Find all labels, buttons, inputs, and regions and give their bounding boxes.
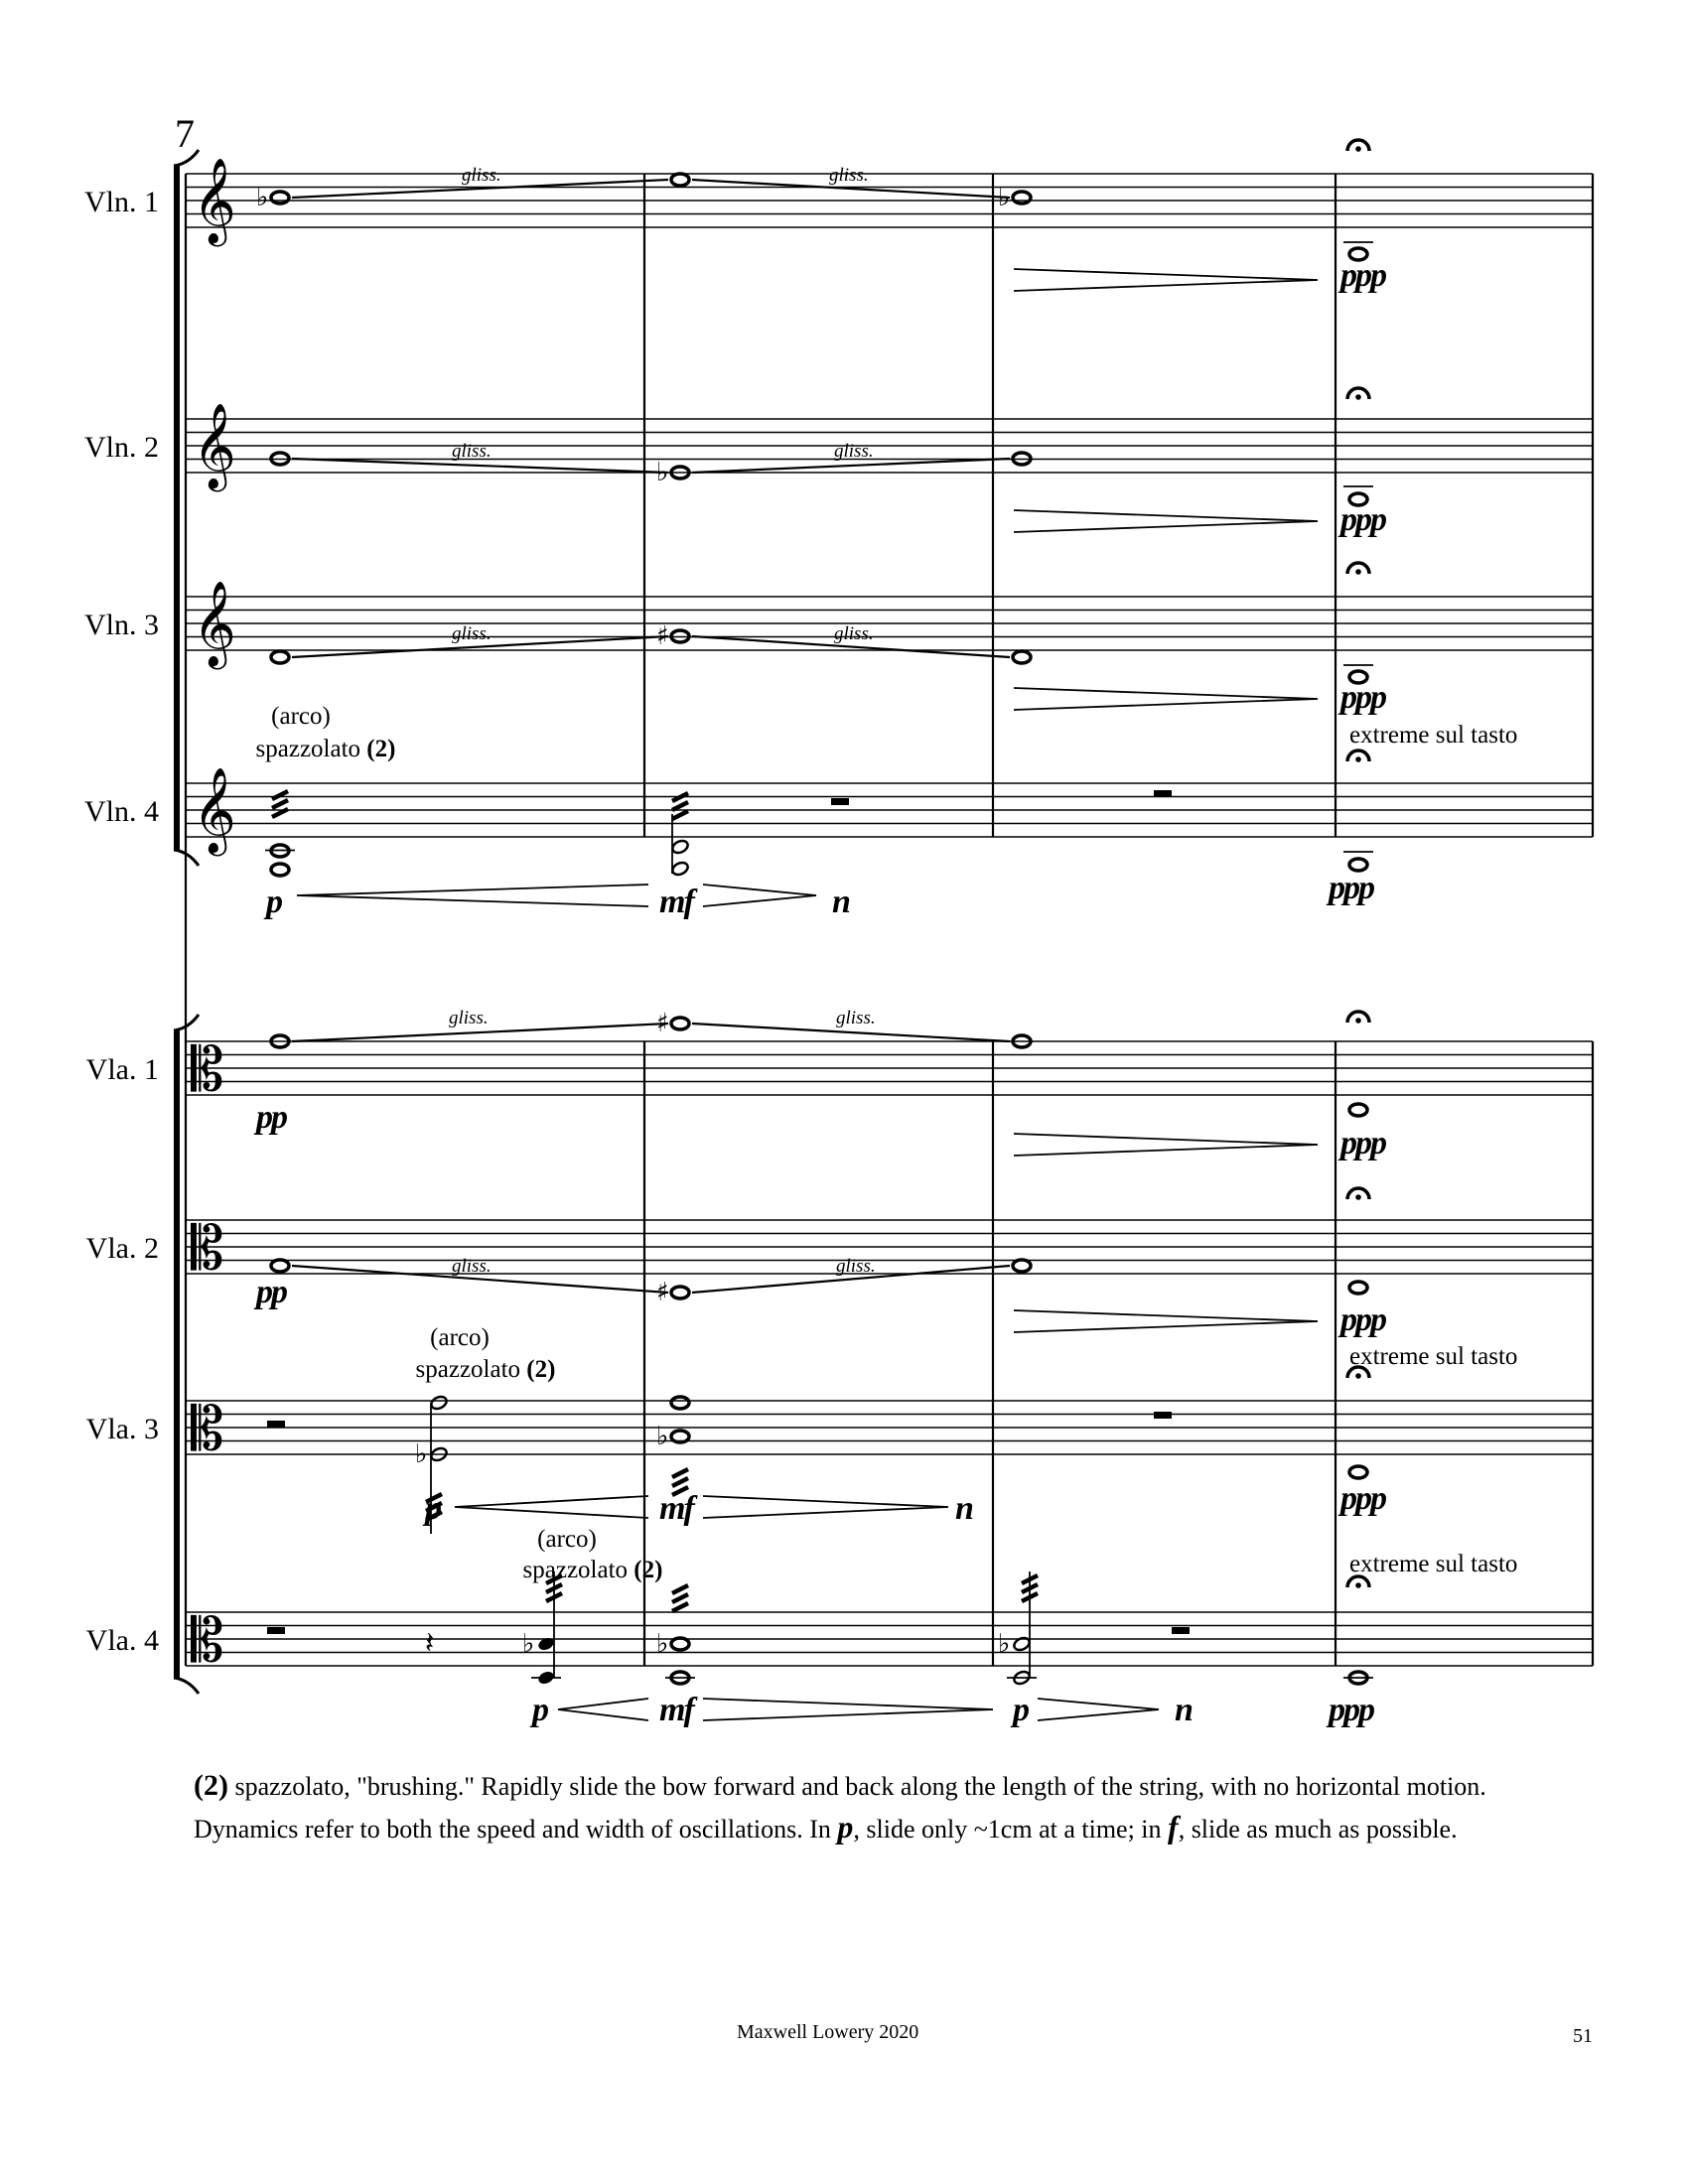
instrument-label-vln2: Vln. 2 bbox=[84, 431, 159, 464]
dynamic-p: p bbox=[532, 1692, 547, 1728]
decrescendo-hairpin bbox=[703, 1496, 948, 1518]
alto-clef-icon: 𝄡 bbox=[191, 1606, 224, 1676]
flat-icon: ♭ bbox=[522, 1629, 535, 1659]
treble-clef-icon: 𝄞 bbox=[193, 158, 236, 243]
footnote-text: , slide as much as possible. bbox=[1178, 1815, 1458, 1843]
sharp-icon: ♯ bbox=[656, 1278, 669, 1307]
decrescendo-hairpin bbox=[703, 885, 816, 906]
decrescendo-hairpin bbox=[1014, 1310, 1318, 1332]
dynamic-p: p bbox=[425, 1490, 440, 1527]
dynamic-ppp: ppp bbox=[1340, 1125, 1385, 1161]
gliss-label: gliss. bbox=[829, 165, 869, 186]
dynamic-p: p bbox=[266, 884, 281, 920]
tremolo-slash bbox=[672, 1478, 688, 1486]
half-note bbox=[1012, 1636, 1031, 1653]
spazzolato-label: spazzolato (2) bbox=[522, 1557, 663, 1583]
whole-note bbox=[671, 1638, 689, 1650]
gliss-label: gliss. bbox=[834, 441, 874, 462]
arco-label: (arco) bbox=[271, 703, 331, 730]
dynamic-ppp: ppp bbox=[1340, 257, 1385, 294]
tremolo-slash bbox=[672, 1469, 688, 1477]
whole-note bbox=[1013, 192, 1031, 204]
dynamic-mf: mf bbox=[659, 884, 693, 920]
footnote-text: spazzolato, "brushing." Rapidly slide the bow forward and back along the length of the string, with no horizontal motion. bbox=[227, 1772, 1486, 1801]
whole-note bbox=[1349, 1466, 1367, 1478]
arco-label: (arco) bbox=[537, 1526, 597, 1553]
dynamic-mf: mf bbox=[659, 1490, 693, 1527]
whole-note bbox=[271, 1260, 289, 1272]
flat-icon: ♭ bbox=[998, 183, 1011, 212]
half-note bbox=[670, 839, 689, 856]
decrescendo-hairpin bbox=[1014, 269, 1318, 291]
whole-note bbox=[671, 174, 689, 186]
dynamic-ppp: ppp bbox=[1329, 870, 1373, 906]
gliss-label: gliss. bbox=[452, 1256, 492, 1277]
extreme-sul-tasto-label: extreme sul tasto bbox=[1349, 1343, 1518, 1370]
dynamic-pp: pp bbox=[256, 1274, 286, 1310]
tremolo-slash bbox=[672, 811, 688, 819]
dynamic-pp: pp bbox=[256, 1099, 286, 1136]
dynamic-ppp: ppp bbox=[1340, 679, 1385, 716]
dynamic-ppp: ppp bbox=[1340, 501, 1385, 538]
flat-icon: ♭ bbox=[256, 183, 269, 212]
whole-note bbox=[1013, 651, 1031, 663]
footnote-marker: (2) bbox=[194, 1769, 228, 1802]
footnote-dynamic-f: f bbox=[1168, 1809, 1179, 1844]
whole-note bbox=[671, 1397, 689, 1409]
alto-clef-icon: 𝄡 bbox=[191, 1395, 224, 1464]
footnote-dynamic-p: p bbox=[837, 1809, 854, 1844]
decrescendo-hairpin bbox=[1014, 688, 1318, 710]
fermata-dot bbox=[1355, 1373, 1361, 1379]
whole-note bbox=[671, 1287, 689, 1298]
dynamic-ppp: ppp bbox=[1329, 1692, 1373, 1728]
decrescendo-hairpin bbox=[1014, 510, 1318, 532]
whole-note bbox=[1013, 1260, 1031, 1272]
fermata-dot bbox=[1355, 394, 1361, 400]
staves bbox=[174, 150, 1593, 1694]
treble-clef-icon: 𝄞 bbox=[193, 581, 236, 666]
flat-icon: ♭ bbox=[656, 1422, 669, 1451]
instrument-label-vla1: Vla. 1 bbox=[85, 1053, 159, 1086]
crescendo-hairpin bbox=[558, 1699, 648, 1720]
decrescendo-hairpin bbox=[1014, 1134, 1318, 1156]
fermata-dot bbox=[1355, 756, 1361, 762]
decrescendo-hairpin bbox=[703, 1699, 993, 1720]
footnote-text: Dynamics refer to both the speed and width of oscillations. In bbox=[194, 1815, 838, 1843]
notation-marks bbox=[256, 140, 1373, 1720]
treble-clef-icon: 𝄞 bbox=[193, 767, 236, 853]
instrument-label-vln4: Vln. 4 bbox=[84, 795, 159, 828]
gliss-label: gliss. bbox=[462, 165, 501, 186]
dynamic-niente: n bbox=[1175, 1692, 1192, 1728]
half-note bbox=[670, 861, 689, 878]
dynamic-mf: mf bbox=[659, 1692, 693, 1728]
half-rest bbox=[267, 1627, 285, 1634]
fermata-dot bbox=[1355, 1194, 1361, 1200]
spazzolato-label: spazzolato (2) bbox=[255, 736, 396, 762]
quarter-rest-icon: 𝄽 bbox=[425, 1626, 435, 1661]
gliss-label: gliss. bbox=[836, 1008, 876, 1028]
page-number: 51 bbox=[1573, 2025, 1593, 2047]
instrument-label-vln3: Vln. 3 bbox=[84, 609, 159, 641]
flat-icon: ♭ bbox=[998, 1629, 1011, 1659]
instrument-label-vln1: Vln. 1 bbox=[84, 186, 159, 218]
flat-icon: ♭ bbox=[415, 1439, 428, 1469]
dynamic-p: p bbox=[1013, 1692, 1028, 1728]
tremolo-slash bbox=[672, 1594, 688, 1602]
gliss-label: gliss. bbox=[449, 1008, 489, 1028]
tremolo-slash bbox=[272, 800, 288, 808]
alto-clef-icon: 𝄡 bbox=[191, 1035, 224, 1105]
extreme-sul-tasto-label: extreme sul tasto bbox=[1349, 722, 1518, 749]
decrescendo-hairpin bbox=[1038, 1699, 1159, 1720]
arco-label: (arco) bbox=[430, 1324, 490, 1351]
gliss-label: gliss. bbox=[836, 1256, 876, 1277]
whole-note bbox=[271, 864, 289, 876]
sharp-icon: ♯ bbox=[656, 1009, 669, 1038]
dynamic-ppp: ppp bbox=[1340, 1480, 1385, 1517]
crescendo-hairpin bbox=[455, 1496, 648, 1518]
whole-note bbox=[671, 1018, 689, 1029]
fermata-dot bbox=[1355, 569, 1361, 575]
extreme-sul-tasto-label: extreme sul tasto bbox=[1349, 1551, 1518, 1577]
whole-rest bbox=[1154, 1412, 1172, 1419]
spazzolato-label: spazzolato (2) bbox=[415, 1356, 556, 1383]
whole-rest bbox=[1154, 790, 1172, 797]
quarter-note bbox=[536, 1636, 555, 1653]
alto-clef-icon: 𝄡 bbox=[191, 1214, 224, 1284]
half-rest bbox=[1172, 1627, 1190, 1634]
whole-note bbox=[1349, 1104, 1367, 1116]
flat-icon: ♭ bbox=[656, 458, 669, 487]
dynamic-niente: n bbox=[955, 1490, 972, 1527]
treble-clef-icon: 𝄞 bbox=[193, 403, 236, 488]
footnote-text: , slide only ~1cm at a time; in bbox=[853, 1815, 1169, 1843]
half-note bbox=[429, 1395, 448, 1412]
half-rest bbox=[267, 1421, 285, 1428]
fermata-dot bbox=[1355, 1018, 1361, 1024]
fermata-dot bbox=[1355, 146, 1361, 152]
crescendo-hairpin bbox=[297, 885, 648, 906]
instrument-label-vla3: Vla. 3 bbox=[85, 1413, 159, 1445]
tremolo-slash bbox=[672, 802, 688, 810]
footer-composer: Maxwell Lowery 2020 bbox=[737, 2021, 919, 2043]
tremolo-slash bbox=[272, 791, 288, 799]
measure-number: 7 bbox=[175, 111, 195, 156]
fermata-dot bbox=[1355, 1582, 1361, 1588]
sharp-icon: ♯ bbox=[656, 621, 669, 651]
whole-note bbox=[271, 192, 289, 204]
tremolo-slash bbox=[672, 1603, 688, 1611]
dynamic-niente: n bbox=[832, 884, 849, 920]
instrument-label-vla2: Vla. 2 bbox=[85, 1232, 159, 1265]
instrument-label-vla4: Vla. 4 bbox=[85, 1624, 159, 1657]
tremolo-slash bbox=[672, 1585, 688, 1593]
flat-icon: ♭ bbox=[656, 1629, 669, 1659]
bracket-hook bbox=[174, 1678, 199, 1694]
footnote-line-2 bbox=[194, 1809, 1458, 1845]
gliss-label: gliss. bbox=[452, 623, 492, 644]
half-rest bbox=[831, 798, 849, 805]
gliss-label: gliss. bbox=[452, 441, 492, 462]
dynamic-ppp: ppp bbox=[1340, 1301, 1385, 1338]
whole-note bbox=[1349, 1282, 1367, 1294]
gliss-label: gliss. bbox=[834, 623, 874, 644]
whole-note bbox=[271, 651, 289, 663]
footnote-line-1 bbox=[194, 1769, 1486, 1803]
